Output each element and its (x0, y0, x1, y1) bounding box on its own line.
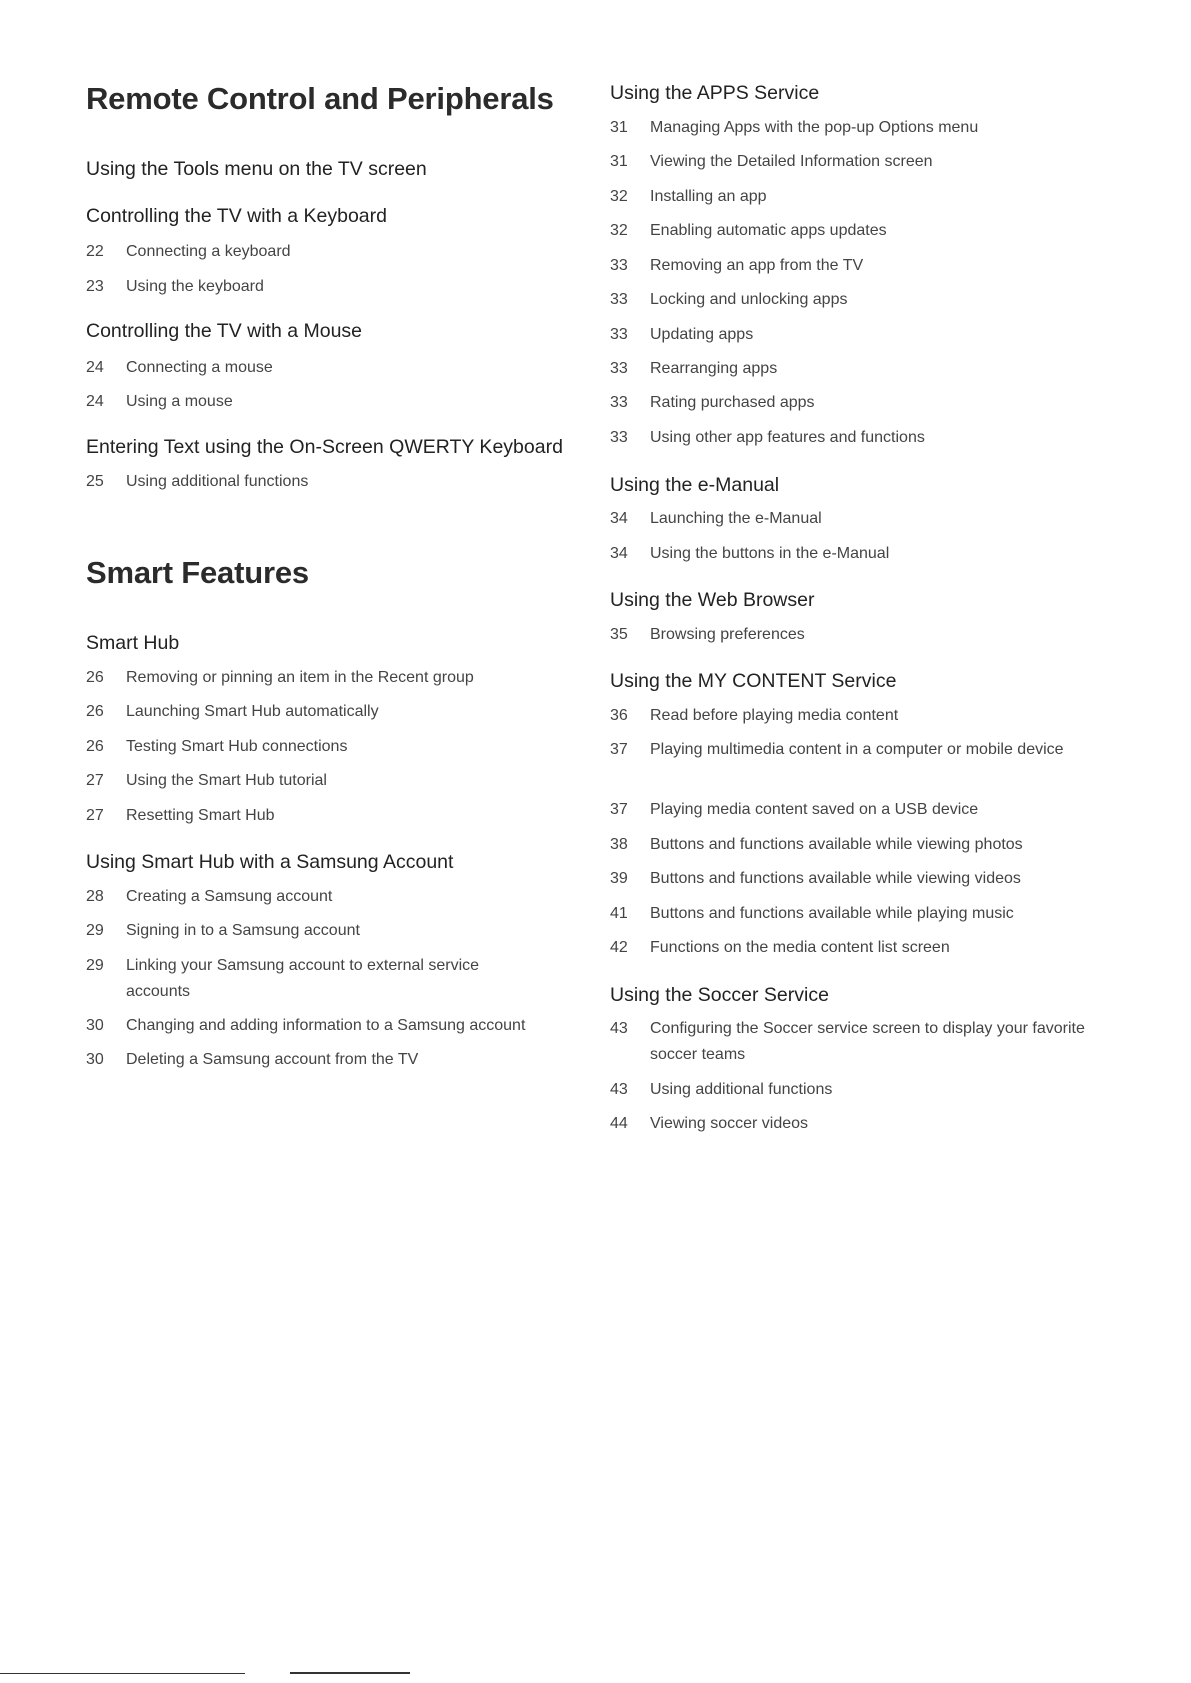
toc-item-label: Resetting Smart Hub (126, 807, 275, 824)
toc-page-number: 43 (610, 1020, 628, 1037)
toc-page-number: 33 (610, 257, 628, 274)
toc-item-label: Using the buttons in the e-Manual (650, 545, 890, 562)
toc-item-label: Viewing soccer videos (650, 1115, 809, 1132)
toc-page-number: 44 (610, 1115, 628, 1132)
toc-heading-smart-hub[interactable]: Smart Hub (86, 632, 180, 654)
toc-item[interactable] (86, 803, 586, 829)
toc-page-number: 28 (86, 888, 104, 905)
toc-page-number: 35 (610, 626, 628, 643)
toc-item-label: Using the keyboard (126, 278, 264, 295)
toc-item-label: Buttons and functions available while viewing photos (650, 836, 1023, 853)
toc-heading-apps[interactable]: Using the APPS Service (610, 82, 820, 104)
toc-item[interactable] (610, 832, 1110, 858)
toc-item-label: Buttons and functions available while playing music (650, 905, 1014, 922)
toc-page-number: 33 (610, 291, 628, 308)
toc-item-label: Testing Smart Hub connections (126, 738, 348, 755)
toc-page-number: 30 (86, 1051, 104, 1068)
toc-item-label: Configuring the Soccer service screen to display your favorite soccer teams (650, 1020, 1085, 1063)
toc-item[interactable] (610, 356, 1100, 382)
toc-page-number: 24 (86, 359, 104, 376)
toc-item[interactable] (610, 149, 1100, 175)
toc-page-number: 24 (86, 393, 104, 410)
toc-item[interactable] (610, 797, 1100, 823)
toc-page-number: 25 (86, 473, 104, 490)
toc-page-number: 34 (610, 510, 628, 527)
toc-item[interactable] (610, 737, 1065, 763)
toc-page-number: 22 (86, 243, 104, 260)
toc-item-label: Buttons and functions available while viewing videos (650, 870, 1021, 887)
toc-item-label: Removing or pinning an item in the Recent group (126, 669, 474, 686)
toc-page-number: 33 (610, 394, 628, 411)
toc-item[interactable] (86, 469, 586, 495)
toc-page-number: 27 (86, 807, 104, 824)
toc-item-label: Read before playing media content (650, 707, 899, 724)
toc-page-number: 23 (86, 278, 104, 295)
toc-page-number: 26 (86, 738, 104, 755)
toc-page-number: 30 (86, 1017, 104, 1034)
toc-item[interactable] (86, 274, 586, 300)
footer-rule (0, 1673, 245, 1674)
toc-item[interactable] (86, 734, 586, 760)
toc-heading-mouse[interactable]: Controlling the TV with a Mouse (86, 320, 363, 342)
toc-item[interactable] (610, 115, 1100, 141)
toc-item[interactable] (610, 184, 1100, 210)
toc-page-number: 32 (610, 188, 628, 205)
toc-item-label: Creating a Samsung account (126, 888, 333, 905)
toc-item[interactable] (86, 1013, 606, 1039)
toc-item-label: Rearranging apps (650, 360, 778, 377)
toc-item[interactable] (86, 1047, 586, 1073)
toc-item[interactable] (610, 390, 1100, 416)
toc-item[interactable] (86, 699, 586, 725)
toc-item[interactable] (610, 622, 1100, 648)
toc-item[interactable] (610, 866, 1110, 892)
toc-item[interactable] (86, 239, 586, 265)
toc-item-label: Playing multimedia content in a computer or mobile device (650, 741, 1064, 758)
toc-heading-emanual[interactable]: Using the e-Manual (610, 474, 780, 496)
toc-item[interactable] (86, 665, 586, 691)
toc-item[interactable] (610, 253, 1100, 279)
toc-item-label: Locking and unlocking apps (650, 291, 848, 308)
toc-heading-my-content[interactable]: Using the MY CONTENT Service (610, 670, 897, 692)
toc-item-label: Enabling automatic apps updates (650, 222, 887, 239)
toc-page-number: 33 (610, 429, 628, 446)
toc-page-number: 39 (610, 870, 628, 887)
toc-item-label: Using the Smart Hub tutorial (126, 772, 327, 789)
toc-heading-samsung-account[interactable]: Using Smart Hub with a Samsung Account (86, 851, 454, 873)
toc-item[interactable] (610, 541, 1100, 567)
toc-item-label: Changing and adding information to a Samsung account (126, 1017, 526, 1034)
toc-item-label: Using additional functions (650, 1081, 833, 1098)
toc-page-number: 43 (610, 1081, 628, 1098)
toc-page-number: 42 (610, 939, 628, 956)
toc-page-number: 32 (610, 222, 628, 239)
toc-heading-tools-menu[interactable]: Using the Tools menu on the TV screen (86, 158, 427, 180)
toc-item-label: Removing an app from the TV (650, 257, 864, 274)
toc-page-number: 34 (610, 545, 628, 562)
toc-item[interactable] (610, 287, 1100, 313)
toc-item-label: Signing in to a Samsung account (126, 922, 360, 939)
toc-item-label: Playing media content saved on a USB device (650, 801, 979, 818)
toc-item[interactable] (610, 218, 1100, 244)
toc-item-label: Connecting a keyboard (126, 243, 291, 260)
toc-item[interactable] (610, 1077, 1100, 1103)
toc-page-number: 26 (86, 703, 104, 720)
toc-item-label: Launching the e-Manual (650, 510, 822, 527)
toc-page-number: 31 (610, 119, 628, 136)
toc-item-label: Viewing the Detailed Information screen (650, 153, 933, 170)
toc-item[interactable] (610, 1111, 1100, 1137)
toc-item[interactable] (86, 355, 586, 381)
toc-item-label: Browsing preferences (650, 626, 805, 643)
toc-item[interactable] (610, 506, 1100, 532)
toc-item-label: Using a mouse (126, 393, 233, 410)
toc-heading-keyboard[interactable]: Controlling the TV with a Keyboard (86, 205, 387, 227)
toc-item-label: Linking your Samsung account to external service accounts (126, 957, 480, 1000)
toc-page-number: 38 (610, 836, 628, 853)
toc-page-number: 29 (86, 922, 104, 939)
toc-heading-web-browser[interactable]: Using the Web Browser (610, 589, 815, 611)
toc-item[interactable] (86, 918, 586, 944)
toc-item-label: Connecting a mouse (126, 359, 273, 376)
toc-item-label: Deleting a Samsung account from the TV (126, 1051, 419, 1068)
toc-item[interactable] (86, 768, 586, 794)
toc-item[interactable] (610, 322, 1100, 348)
toc-item[interactable] (610, 935, 1100, 961)
toc-item[interactable] (610, 425, 1100, 451)
toc-page-number: 33 (610, 360, 628, 377)
toc-item[interactable] (610, 703, 1100, 729)
toc-item-label: Functions on the media content list screen (650, 939, 950, 956)
toc-page-number: 36 (610, 707, 628, 724)
toc-item-label: Launching Smart Hub automatically (126, 703, 379, 720)
toc-item[interactable] (610, 901, 1110, 927)
footer-rule (290, 1672, 410, 1674)
toc-page-number: 27 (86, 772, 104, 789)
toc-page-number: 31 (610, 153, 628, 170)
toc-item[interactable] (610, 1016, 1100, 1068)
toc-item-label: Installing an app (650, 188, 767, 205)
toc-item-label: Managing Apps with the pop-up Options menu (650, 119, 979, 136)
toc-page-number: 29 (86, 957, 104, 974)
toc-item[interactable] (86, 884, 586, 910)
toc-item-label: Updating apps (650, 326, 754, 343)
toc-heading-qwerty[interactable]: Entering Text using the On-Screen QWERTY Keyboard (86, 436, 563, 458)
toc-heading-soccer[interactable]: Using the Soccer Service (610, 984, 829, 1006)
toc-item-label: Rating purchased apps (650, 394, 815, 411)
toc-item-label: Using other app features and functions (650, 429, 925, 446)
toc-page-number: 37 (610, 801, 628, 818)
toc-item[interactable] (86, 389, 586, 415)
section-title-smart-features: Smart Features (86, 555, 309, 590)
toc-page-number: 37 (610, 741, 628, 758)
section-title-remote-control: Remote Control and Peripherals (86, 81, 554, 116)
toc-page-number: 41 (610, 905, 628, 922)
toc-page-number: 33 (610, 326, 628, 343)
toc-page-number: 26 (86, 669, 104, 686)
toc-item-label: Using additional functions (126, 473, 309, 490)
toc-item[interactable] (86, 953, 496, 1005)
